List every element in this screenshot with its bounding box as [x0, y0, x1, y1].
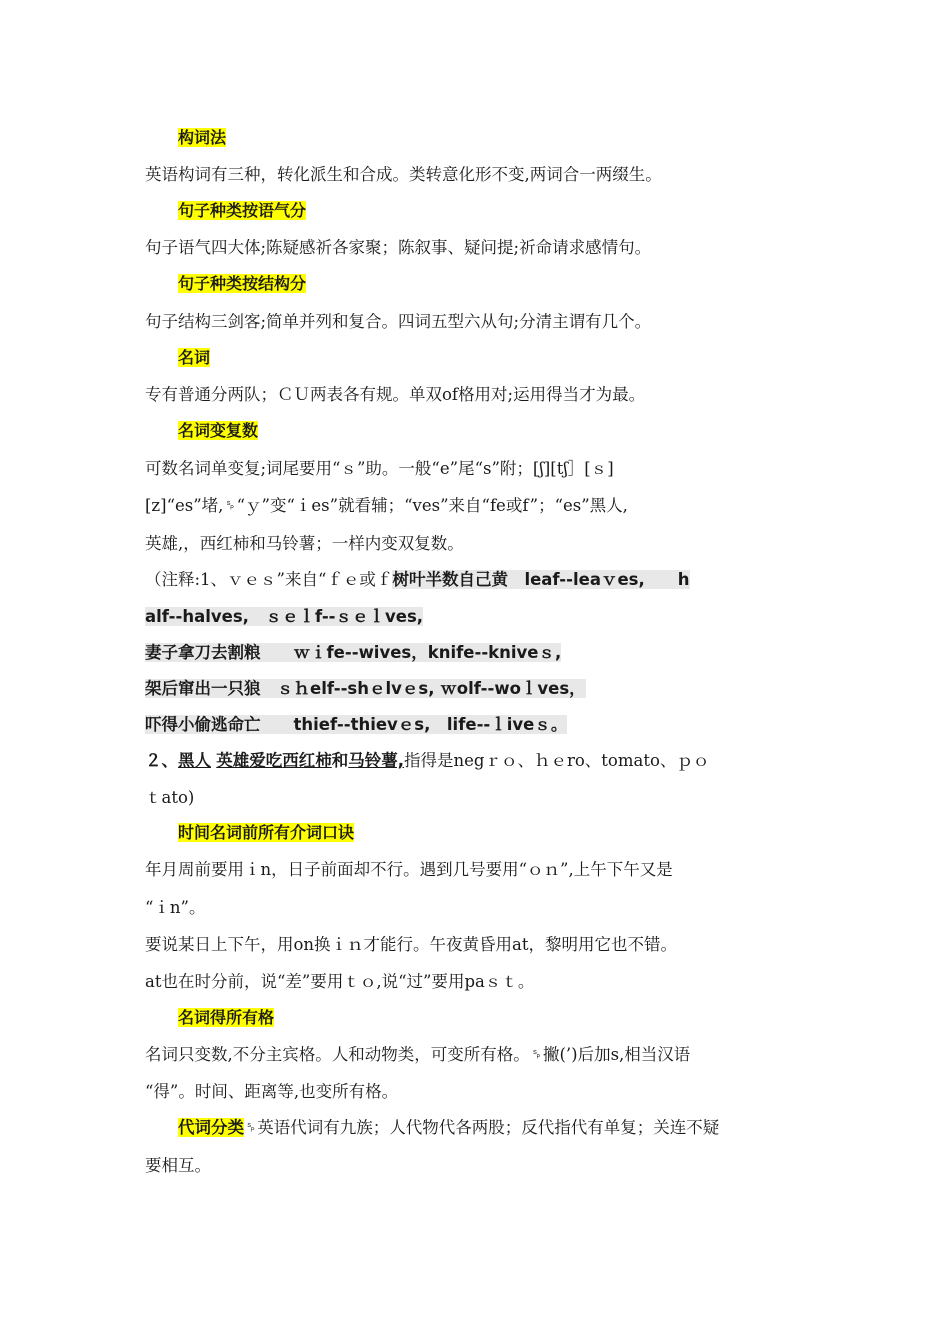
- heading-pronouns: 代词分类: [178, 1118, 244, 1137]
- paragraph-sentence-mood: 句子语气四大体;陈疑感祈各家聚；陈叙事、疑问提;祈命请求感情句。: [145, 238, 652, 257]
- paragraph-plural-3: 英雄,，西红柿和马铃薯；一样内变双复数。: [145, 534, 464, 553]
- heading-sentence-structure: 句子种类按结构分: [178, 274, 307, 293]
- paragraph-possessive-1: 名词只变数,不分主宾格。人和动物类，可变所有格。␠撇(’)后加s,相当汉语: [145, 1045, 691, 1064]
- note-line-3: 妻子拿刀去割粮 ｗｉfe--wives，knife--kniveｓ,: [145, 643, 562, 662]
- paragraph-sentence-structure: 句子结构三剑客;简单并列和复合。四词五型六从句;分清主谓有几个。: [145, 312, 652, 331]
- paragraph-plural-2: [z]“es”堵,␠“ｙ”变“ｉes”就看辅；“ves”来自“fe或f”；“es”黑人,: [145, 496, 628, 515]
- note-line-4: 架后窜出一只狼 ｓｈelf--shｅlvｅs, ｗolf--woｌves，: [145, 679, 586, 698]
- heading-plural: 名词变复数: [178, 421, 259, 440]
- paragraph-noun: 专有普通分两队；ＣＵ两表各有规。单双of格用对;运用得当才为最。: [145, 385, 646, 404]
- paragraph-plural-1: 可数名词单变复;词尾要用“ｓ”助。一般“e”尾“s”附；[ʃ][tʃ］[ｓ]: [145, 459, 614, 478]
- note-line-7: ｔato): [145, 788, 195, 807]
- note-line-5: 吓得小偷逃命亡 thief--thievｅs, life--ｌiveｓ。: [145, 715, 568, 734]
- heading-possessive: 名词得所有格: [178, 1008, 275, 1027]
- note-line-2: alf--halves, ｓｅｌf--ｓｅｌves,: [145, 607, 424, 626]
- heading-word-formation: 构词法: [178, 128, 227, 147]
- paragraph-time-3: 要说某日上下午，用on换ｉｎ才能行。午夜黄昏用at，黎明用它也不错。: [145, 935, 678, 954]
- paragraph-possessive-2: “得”。时间、距离等,也变所有格。: [145, 1082, 399, 1101]
- paragraph-pronouns-1: 代词分类␠英语代词有九族；人代物代各两股；反代指代有单复；关连不疑: [178, 1118, 720, 1137]
- note-line-1: （注释:1、ｖｅｓ”来自“ｆｅ或ｆ树叶半数自己黄 leaf--leaｖes, h: [145, 570, 690, 589]
- paragraph-time-4: at也在时分前，说“差”要用ｔｏ,说“过”要用paｓｔ。: [145, 972, 535, 991]
- paragraph-time-2: “ｉn”。: [145, 898, 206, 917]
- heading-sentence-mood: 句子种类按语气分: [178, 201, 307, 220]
- note-line-6: ２、黑人 英雄爱吃西红柿和马铃薯,指得是negｒｏ、ｈｅro、tomato、ｐｏ: [145, 751, 710, 770]
- paragraph-pronouns-2: 要相互。: [145, 1156, 211, 1175]
- heading-time-prepositions: 时间名词前所有介词口诀: [178, 823, 355, 842]
- heading-noun: 名词: [178, 348, 211, 367]
- paragraph-word-formation: 英语构词有三种，转化派生和合成。类转意化形不变,两词合一两缀生。: [145, 165, 662, 184]
- paragraph-time-1: 年月周前要用ｉn，日子前面却不行。遇到几号要用“ｏｎ”,上午下午又是: [145, 860, 673, 879]
